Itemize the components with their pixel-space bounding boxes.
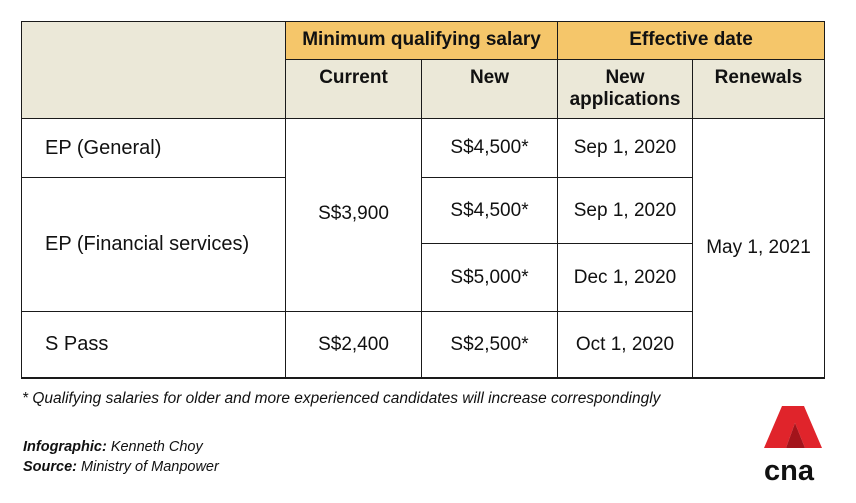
s-pass-current-salary: S$2,400 — [286, 312, 422, 378]
min-salary-header: Minimum qualifying salary — [286, 21, 558, 60]
footnote: * Qualifying salaries for older and more experienced candidates will increase correspondingly — [22, 390, 661, 407]
new-header: New — [422, 60, 558, 119]
ep-financial-new-app-date-1: Sep 1, 2020 — [558, 178, 693, 244]
s-pass-new-salary: S$2,500* — [422, 312, 558, 378]
s-pass-new-app-date: Oct 1, 2020 — [558, 312, 693, 378]
source-credit — [23, 459, 219, 475]
salary-table — [21, 21, 825, 378]
row-label-ep-financial: EP (Financial services) — [21, 178, 286, 312]
source-label: Source: — [23, 459, 77, 475]
row-label-ep-general: EP (General) — [21, 119, 286, 178]
ep-current-salary: S$3,900 — [286, 119, 422, 312]
ep-financial-new-app-date-2: Dec 1, 2020 — [558, 244, 693, 312]
current-header: Current — [286, 60, 422, 119]
renewals-header: Renewals — [693, 60, 825, 119]
ep-general-new-app-date: Sep 1, 2020 — [558, 119, 693, 178]
cna-logo-text: cna — [764, 455, 814, 483]
new-applications-header: New applications — [558, 60, 693, 119]
ep-financial-new-salary-2: S$5,000* — [422, 244, 558, 312]
infographic-name: Kenneth Choy — [110, 439, 203, 455]
ep-financial-new-salary-1: S$4,500* — [422, 178, 558, 244]
source-name: Ministry of Manpower — [81, 459, 219, 475]
ep-general-new-salary: S$4,500* — [422, 119, 558, 178]
effective-date-header: Effective date — [558, 21, 825, 60]
infographic-label: Infographic: — [23, 439, 107, 455]
cna-logo-icon — [758, 403, 822, 483]
renewals-date: May 1, 2021 — [693, 119, 825, 378]
header-blank-cell — [21, 21, 286, 119]
row-label-s-pass: S Pass — [21, 312, 286, 378]
infographic-credit — [23, 439, 203, 455]
